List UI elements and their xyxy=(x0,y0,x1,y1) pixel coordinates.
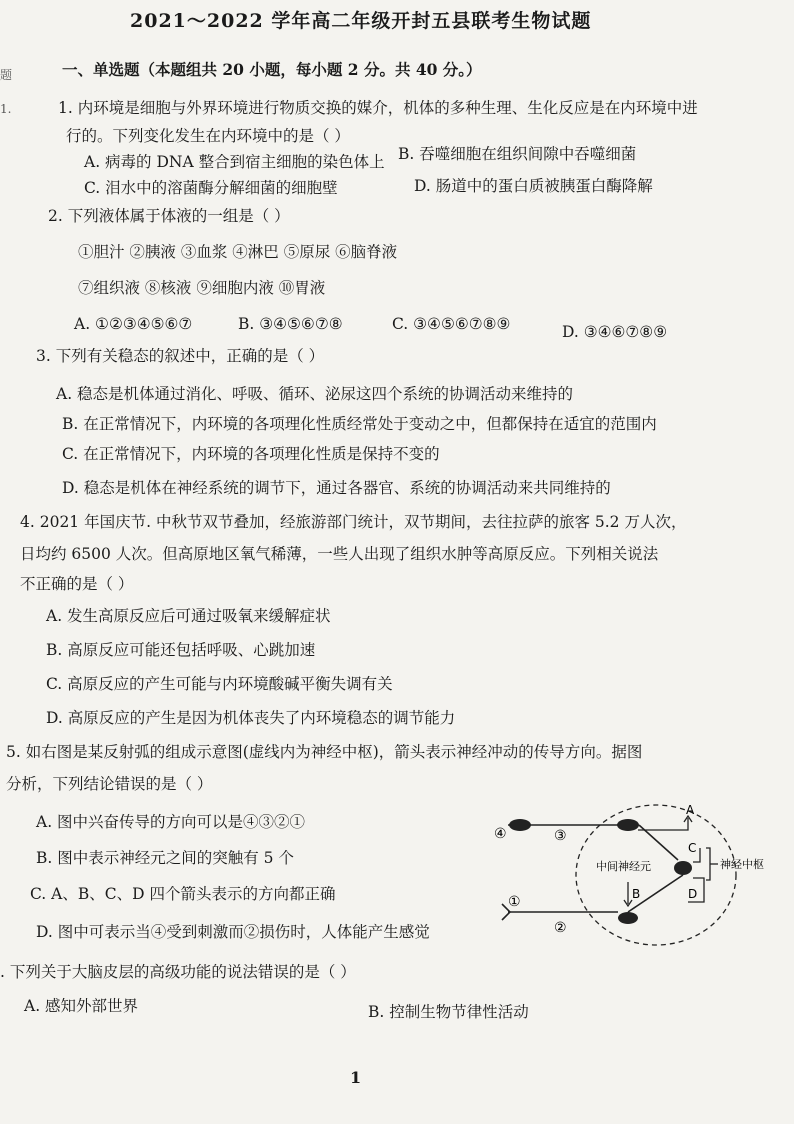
q3-option-a: A. 稳态是机体通过消化、呼吸、循环、泌尿这四个系统的协调活动来维持的 xyxy=(56,385,574,403)
q5-option-b: B. 图中表示神经元之间的突触有 5 个 xyxy=(36,849,294,867)
diagram-label-2: ② xyxy=(554,920,567,936)
q5-option-c: C. A、B、C、D 四个箭头表示的方向都正确 xyxy=(30,885,336,903)
q6-option-b: B. 控制生物节律性活动 xyxy=(368,1003,529,1021)
q4-option-c: C. 高原反应的产生可能与内环境酸碱平衡失调有关 xyxy=(46,675,393,693)
diagram-label-3: ③ xyxy=(554,828,567,844)
q1-stem-line1: 1. 内环境是细胞与外界环境进行物质交换的媒介，机体的多种生理、生化反应是在内环境中进 xyxy=(58,99,698,117)
q1-option-b: B. 吞噬细胞在组织间隙中吞噬细菌 xyxy=(398,145,637,163)
q1-option-a: A. 病毒的 DNA 整合到宿主细胞的染色体上 xyxy=(84,153,385,171)
diagram-label-a: A xyxy=(686,803,695,817)
q1-option-d: D. 肠道中的蛋白质被胰蛋白酶降解 xyxy=(414,177,653,195)
q3-option-d: D. 稳态是机体在神经系统的调节下，通过各器官、系统的协调活动来共同维持的 xyxy=(62,479,611,497)
q4-option-d: D. 高原反应的产生是因为机体丧失了内环境稳态的调节能力 xyxy=(46,709,456,727)
q4-option-a: A. 发生高原反应后可通过吸氧来缓解症状 xyxy=(46,607,331,625)
margin-mark-2: 1. xyxy=(0,102,12,116)
diagram-label-1: ① xyxy=(508,894,521,910)
q2-option-a: A. ①②③④⑤⑥⑦ xyxy=(74,315,193,333)
diagram-label-d: D xyxy=(688,887,698,901)
q2-list-line2: ⑦组织液 ⑧核液 ⑨细胞内液 ⑩胃液 xyxy=(78,279,326,297)
arrow-a-line xyxy=(638,818,688,830)
q6-option-a: A. 感知外部世界 xyxy=(24,997,139,1015)
margin-mark-1: 题 xyxy=(0,68,13,82)
q2-list-line1: ①胆汁 ②胰液 ③血浆 ④淋巴 ⑤原尿 ⑥脑脊液 xyxy=(78,243,398,261)
q2-stem: 2. 下列液体属于体液的一组是（ ） xyxy=(48,207,290,225)
q3-option-c: C. 在正常情况下，内环境的各项理化性质是保持不变的 xyxy=(62,445,440,463)
reflex-arc-diagram xyxy=(488,800,768,950)
q5-option-d: D. 图中可表示当④受到刺激而②损伤时，人体能产生感觉 xyxy=(36,923,430,941)
top-neuron-body-right xyxy=(617,819,639,831)
diagram-label-interneuron: 中间神经元 xyxy=(596,860,651,873)
top-neuron-body-left xyxy=(509,819,531,831)
q2-option-c: C. ③④⑤⑥⑦⑧⑨ xyxy=(392,315,511,333)
section-heading: 一、单选题（本题组共 20 小题，每小题 2 分。共 40 分。） xyxy=(62,60,482,79)
diagram-label-b: B xyxy=(632,887,641,901)
diagram-label-c: C xyxy=(688,841,697,855)
page-number: 1 xyxy=(350,1068,362,1087)
q3-option-b: B. 在正常情况下，内环境的各项理化性质经常处于变动之中，但都保持在适宜的范围内 xyxy=(62,415,657,433)
q5-option-a: A. 图中兴奋传导的方向可以是④③②① xyxy=(36,813,306,831)
q5-stem-line2: 分析，下列结论错误的是（ ） xyxy=(6,775,213,793)
q4-stem-line1: 4. 2021 年国庆节. 中秋节双节叠加，经旅游部门统计，双节期间，去往拉萨的旅客 5.2 万人次， xyxy=(20,513,687,531)
diagram-label-center: 神经中枢 xyxy=(720,858,764,871)
q5-stem-line1: 5. 如右图是某反射弧的组成示意图(虚线内为神经中枢)，箭头表示神经冲动的传导方向。据图 xyxy=(6,743,643,761)
q1-stem-line2: 行的。下列变化发生在内环境中的是（ ） xyxy=(66,127,350,145)
q1-option-c: C. 泪水中的溶菌酶分解细菌的细胞壁 xyxy=(84,179,338,197)
bottom-neuron-body xyxy=(618,912,638,924)
q6-stem: . 下列关于大脑皮层的高级功能的说法错误的是（ ） xyxy=(0,963,356,981)
q2-option-d: D. ③④⑥⑦⑧⑨ xyxy=(562,323,668,341)
exam-title: 2021～2022 学年高二年级开封五县联考生物试题 xyxy=(130,10,592,32)
center-brace xyxy=(706,848,710,880)
q4-stem-line2: 日均约 6500 人次。但高原地区氧气稀薄，一些人出现了组织水肿等高原反应。下列相关说法 xyxy=(20,545,659,563)
neural-center-boundary xyxy=(576,805,736,945)
q4-option-b: B. 高原反应可能还包括呼吸、心跳加速 xyxy=(46,641,316,659)
interneuron-body xyxy=(674,861,692,875)
q2-option-b: B. ③④⑤⑥⑦⑧ xyxy=(238,315,343,333)
q3-stem: 3. 下列有关稳态的叙述中，正确的是（ ） xyxy=(36,347,325,365)
q4-stem-line3: 不正确的是（ ） xyxy=(20,575,134,593)
diagram-label-4: ④ xyxy=(494,826,507,842)
